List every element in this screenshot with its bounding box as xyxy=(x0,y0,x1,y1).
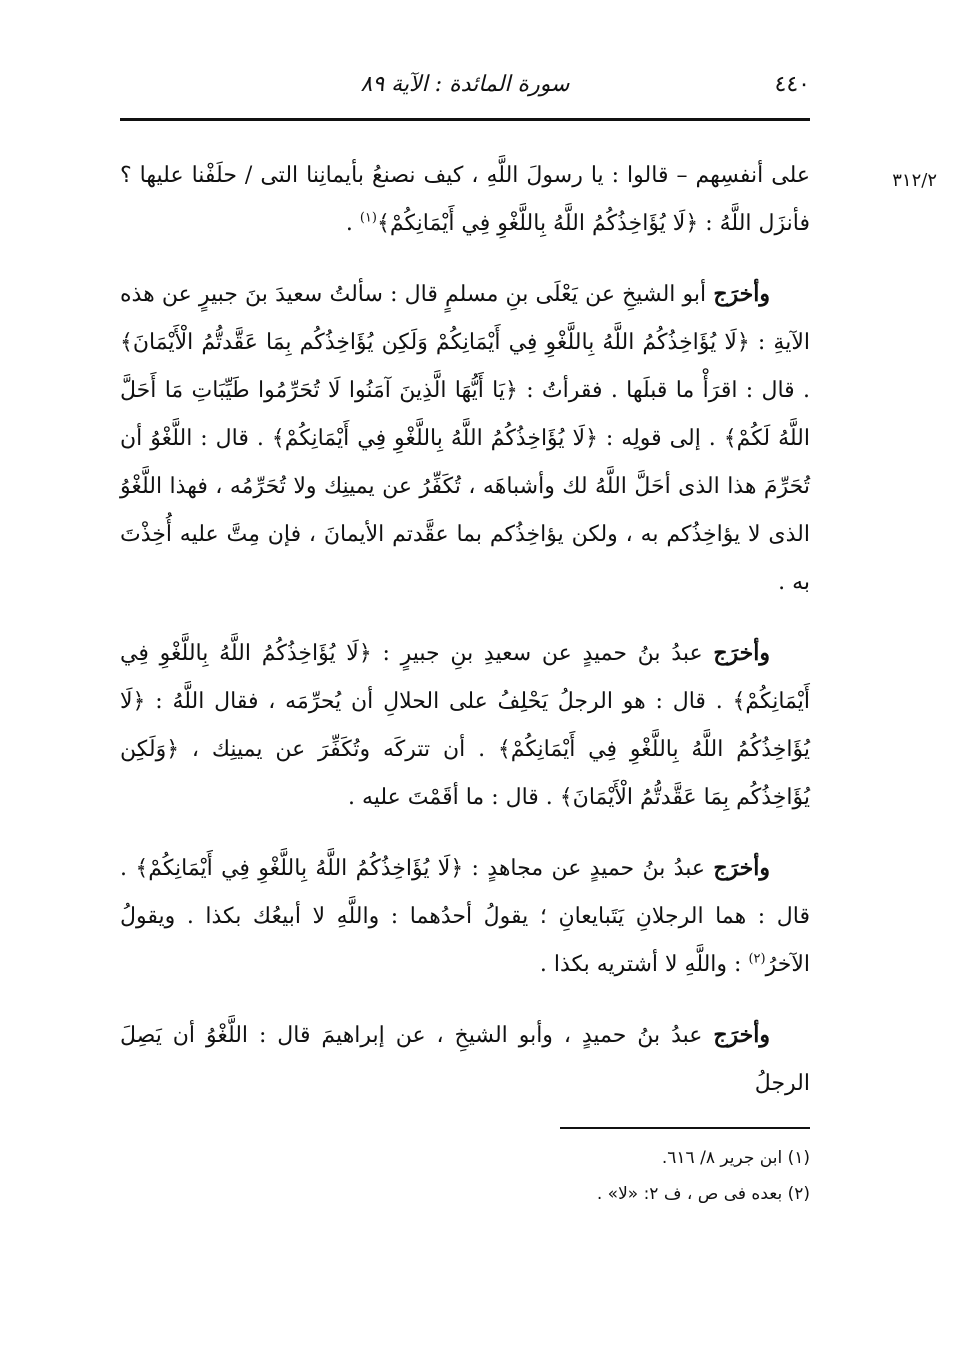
paragraph-lead: وأخرَج xyxy=(713,281,770,307)
paragraph-text: عبدُ بنُ حميدٍ ، وأبو الشيخِ ، عن إبراهيمَ قال : اللَّغْوُ أن يَصِلَ الرجلُ xyxy=(120,1023,810,1096)
footnotes xyxy=(120,1140,810,1212)
paragraph-5 xyxy=(120,1011,810,1108)
paragraph-lead: وأخرَج xyxy=(713,1022,770,1048)
footnote-rule xyxy=(560,1127,810,1129)
paragraph-lead: وأخرَج xyxy=(713,640,770,666)
paragraph-text: أبو الشيخِ عن يَعْلَى بنِ مسلمٍ قال : سألتُ سعيدَ بنَ جبيرٍ عن هذه الآيةِ : ﴿لَا يُؤَاخِذُكُمُ اللَّهُ بِاللَّغْوِ فِي أَيْمَانِكُمْ وَلَكِن يُؤَاخِذُكُم بِمَا عَقَّدتُّمُ الْأَيْمَانَ﴾ . قال : اقرَأْ ما قبلَها . فقرأتُ : ﴿يَا أَيُّهَا الَّذِينَ آمَنُوا لَا تُحَرِّمُوا طَيِّبَاتِ مَا أَحَلَّ اللَّهُ لَكُمْ﴾ . إلى قولِه : ﴿لَا يُؤَاخِذُكُمُ اللَّهُ بِاللَّغْوِ فِي أَيْمَانِكُمْ﴾ . قال : اللَّغْوُ أن تُحَرِّمَ هذا الذى أحَلَّ اللَّهُ لك وأشباهَه ، تُكَفِّرُ عن يمينِك ولا تُحَرِّمُه ، فهذا اللَّغْوُ الذى لا يؤاخِذُكم به ، ولكن يؤاخِذُكم بما عقَّدتم الأيمانَ ، فإن مِتَّ عليه أُخِذْتَ به . xyxy=(120,282,810,595)
page-number: ٤٤٠ xyxy=(774,72,810,97)
paragraph-1 xyxy=(120,152,810,248)
margin-reference: ٣١٢/٢ xyxy=(892,170,937,191)
paragraph-tail: : واللَّهِ لا أشتريه بكذا . xyxy=(539,952,749,977)
footnote-2: (٢) بعده فى ص ، ف ٢: «لا» . xyxy=(596,1184,810,1204)
footnote-marker: (٢) xyxy=(748,951,766,967)
paragraph-2 xyxy=(120,270,810,607)
running-title: سورة المائدة : الآية ٨٩ xyxy=(360,72,570,97)
body-text xyxy=(120,152,810,1130)
paragraph-text: عبدُ بنُ حميدٍ عن مجاهدٍ : ﴿لَا يُؤَاخِذُكُمُ اللَّهُ بِاللَّغْوِ فِي أَيْمَانِكُمْ﴾ . قال : هما الرجلانِ يَتَبايعانِ ؛ يقولُ أحدُهما : واللَّهِ لا أبيعُك بكذا . ويقولُ الآخرُ xyxy=(120,856,810,977)
paragraph-4 xyxy=(120,844,810,989)
paragraph-lead: وأخرَج xyxy=(713,855,770,881)
paragraph-text: عبدُ بنُ حميدٍ عن سعيدِ بنِ جبيرٍ : ﴿لَا يُؤَاخِذُكُمُ اللَّهُ بِاللَّغْوِ فِي أَيْمَانِكُمْ﴾ . قال : هو الرجلُ يَحْلِفُ على الحلالِ أن يُحرِّمَه ، فقال اللَّهُ : ﴿لَا يُؤَاخِذُكُمُ اللَّهُ بِاللَّغْوِ فِي أَيْمَانِكُمْ﴾ . أن تتركَه وتُكَفِّرَ عن يمينِك ، ﴿وَلَكِن يُؤَاخِذُكُم بِمَا عَقَّدتُّمُ الْأَيْمَانَ﴾ . قال : ما أقَمْتَ عليه . xyxy=(120,641,810,810)
paragraph-text: على أنفسِهم – قالوا : يا رسولَ اللَّهِ ، كيف نصنعُ بأيمانِنا التى / حلَفْنا عليها ؟ فأنزَل اللَّهُ : ﴿لَا يُؤَاخِذُكُمُ اللَّهُ بِاللَّغْوِ فِي أَيْمَانِكُمْ﴾ xyxy=(120,163,810,236)
paragraph-3 xyxy=(120,629,810,822)
paragraph-tail: . xyxy=(345,211,360,236)
footnote-1: (١) ابن جرير ٨/ ٦١٦. xyxy=(661,1148,810,1168)
footnote-marker: (١) xyxy=(359,210,377,226)
page-header xyxy=(120,72,810,106)
header-rule xyxy=(120,118,810,121)
